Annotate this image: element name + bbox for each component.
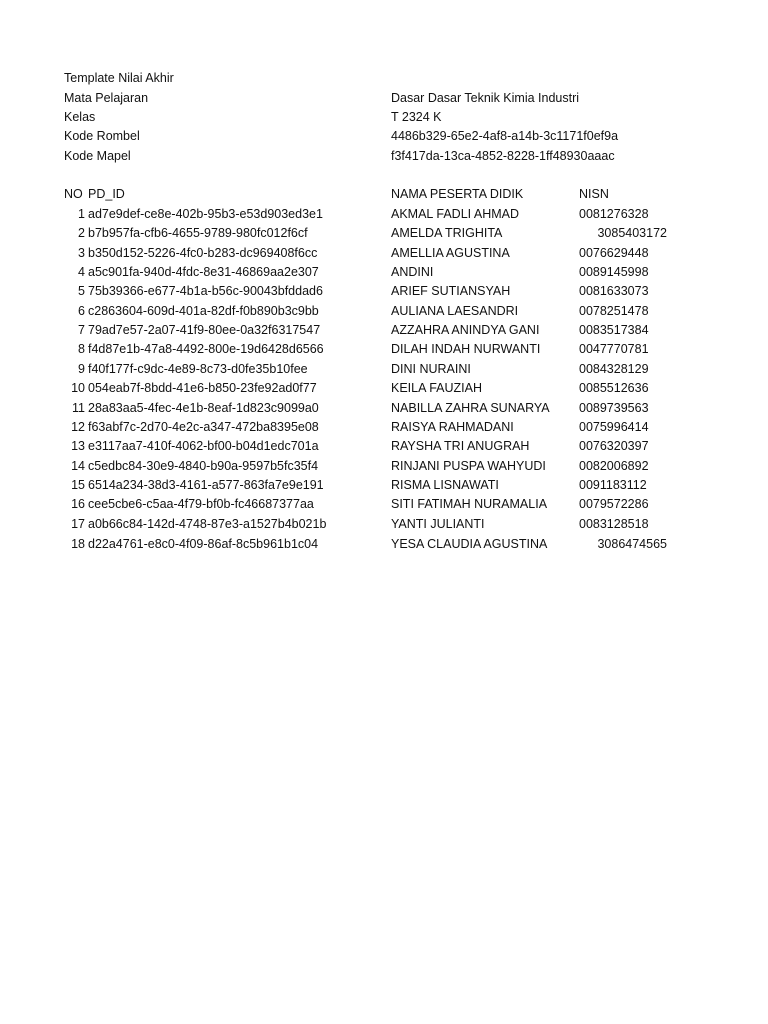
row-no: 17	[71, 517, 85, 531]
row-no: 4	[78, 265, 85, 279]
field-value-mata-pelajaran: Dasar Dasar Teknik Kimia Industri	[391, 91, 580, 105]
field-label-kelas: Kelas	[64, 110, 96, 124]
row-no: 2	[78, 226, 85, 240]
row-nisn: 0078251478	[579, 304, 649, 318]
row-pd-id: f4d87e1b-47a8-4492-800e-19d6428d6566	[88, 342, 324, 356]
row-nama: RINJANI PUSPA WAHYUDI	[391, 459, 546, 473]
row-nama: AMELLIA AGUSTINA	[391, 246, 510, 260]
row-pd-id: d22a4761-e8c0-4f09-86af-8c5b961b1c04	[88, 537, 319, 551]
field-label-kode-mapel: Kode Mapel	[64, 149, 131, 163]
row-nama: KEILA FAUZIAH	[391, 381, 483, 395]
row-no: 15	[71, 478, 85, 492]
field-label-mata-pelajaran: Mata Pelajaran	[64, 91, 149, 105]
row-no: 13	[71, 439, 85, 453]
row-nisn: 0083517384	[579, 323, 649, 337]
row-no: 10	[71, 381, 85, 395]
row-no: 1	[78, 207, 85, 221]
column-header-pd-id: PD_ID	[88, 187, 125, 201]
row-nama: YESA CLAUDIA AGUSTINA	[391, 537, 548, 551]
row-nama: YANTI JULIANTI	[391, 517, 485, 531]
row-nama: RAYSHA TRI ANUGRAH	[391, 439, 530, 453]
row-nisn: 0047770781	[579, 342, 649, 356]
row-nama: AZZAHRA ANINDYA GANI	[391, 323, 540, 337]
row-nisn: 0084328129	[579, 362, 649, 376]
row-pd-id: c5edbc84-30e9-4840-b90a-9597b5fc35f4	[88, 459, 319, 473]
field-value-kelas: T 2324 K	[391, 110, 442, 124]
row-nisn: 0075996414	[579, 420, 649, 434]
row-no: 7	[78, 323, 85, 337]
row-nama: DILAH INDAH NURWANTI	[391, 342, 541, 356]
column-header-no: NO	[64, 187, 83, 201]
row-no: 16	[71, 497, 85, 511]
row-pd-id: 28a83aa5-4fec-4e1b-8eaf-1d823c9099a0	[88, 401, 319, 415]
row-nisn: 3086474565	[597, 537, 667, 551]
row-nama: AULIANA LAESANDRI	[391, 304, 519, 318]
page-title: Template Nilai Akhir	[64, 71, 174, 85]
row-nama: ANDINI	[391, 265, 434, 279]
row-pd-id: b350d152-5226-4fc0-b283-dc969408f6cc	[88, 246, 318, 260]
row-pd-id: 79ad7e57-2a07-41f9-80ee-0a32f6317547	[88, 323, 321, 337]
row-nama: RAISYA RAHMADANI	[391, 420, 514, 434]
row-no: 5	[78, 284, 85, 298]
row-pd-id: f40f177f-c9dc-4e89-8c73-d0fe35b10fee	[88, 362, 308, 376]
column-header-nama: NAMA PESERTA DIDIK	[391, 187, 524, 201]
row-nama: NABILLA ZAHRA SUNARYA	[391, 401, 550, 415]
row-pd-id: 6514a234-38d3-4161-a577-863fa7e9e191	[88, 478, 324, 492]
row-pd-id: 054eab7f-8bdd-41e6-b850-23fe92ad0f77	[88, 381, 317, 395]
field-value-kode-mapel: f3f417da-13ca-4852-8228-1ff48930aaac	[391, 149, 615, 163]
row-nisn: 0083128518	[579, 517, 649, 531]
row-pd-id: c2863604-609d-401a-82df-f0b890b3c9bb	[88, 304, 319, 318]
row-nisn: 0079572286	[579, 497, 649, 511]
row-pd-id: 75b39366-e677-4b1a-b56c-90043bfddad6	[88, 284, 323, 298]
row-no: 12	[71, 420, 85, 434]
row-nama: DINI NURAINI	[391, 362, 471, 376]
column-header-nisn: NISN	[579, 187, 609, 201]
row-nama: ARIEF SUTIANSYAH	[391, 284, 511, 298]
row-nisn: 0081633073	[579, 284, 649, 298]
row-no: 3	[78, 246, 85, 260]
row-no: 14	[71, 459, 85, 473]
row-nisn: 0076320397	[579, 439, 649, 453]
row-no: 18	[71, 537, 85, 551]
row-nisn: 0089739563	[579, 401, 649, 415]
row-nama: RISMA LISNAWATI	[391, 478, 499, 492]
row-nama: AKMAL FADLI AHMAD	[391, 207, 520, 221]
field-value-kode-rombel: 4486b329-65e2-4af8-a14b-3c1171f0ef9a	[391, 129, 619, 143]
row-pd-id: ad7e9def-ce8e-402b-95b3-e53d903ed3e1	[88, 207, 323, 221]
row-nisn: 0082006892	[579, 459, 649, 473]
row-pd-id: b7b957fa-cfb6-4655-9789-980fc012f6cf	[88, 226, 308, 240]
row-nisn: 0089145998	[579, 265, 649, 279]
row-pd-id: f63abf7c-2d70-4e2c-a347-472ba8395e08	[88, 420, 319, 434]
row-nisn: 0091183112	[579, 478, 647, 492]
row-nisn: 0081276328	[579, 207, 649, 221]
row-no: 9	[78, 362, 85, 376]
field-label-kode-rombel: Kode Rombel	[64, 129, 140, 143]
row-pd-id: cee5cbe6-c5aa-4f79-bf0b-fc46687377aa	[88, 497, 314, 511]
row-nisn: 0076629448	[579, 246, 649, 260]
row-no: 11	[72, 401, 85, 415]
row-no: 8	[78, 342, 85, 356]
row-nama: SITI FATIMAH NURAMALIA	[391, 497, 548, 511]
row-no: 6	[78, 304, 85, 318]
row-nisn: 0085512636	[579, 381, 649, 395]
row-pd-id: a0b66c84-142d-4748-87e3-a1527b4b021b	[88, 517, 327, 531]
row-pd-id: a5c901fa-940d-4fdc-8e31-46869aa2e307	[88, 265, 319, 279]
row-pd-id: e3117aa7-410f-4062-bf00-b04d1edc701a	[88, 439, 319, 453]
row-nisn: 3085403172	[597, 226, 667, 240]
row-nama: AMELDA TRIGHITA	[391, 226, 503, 240]
